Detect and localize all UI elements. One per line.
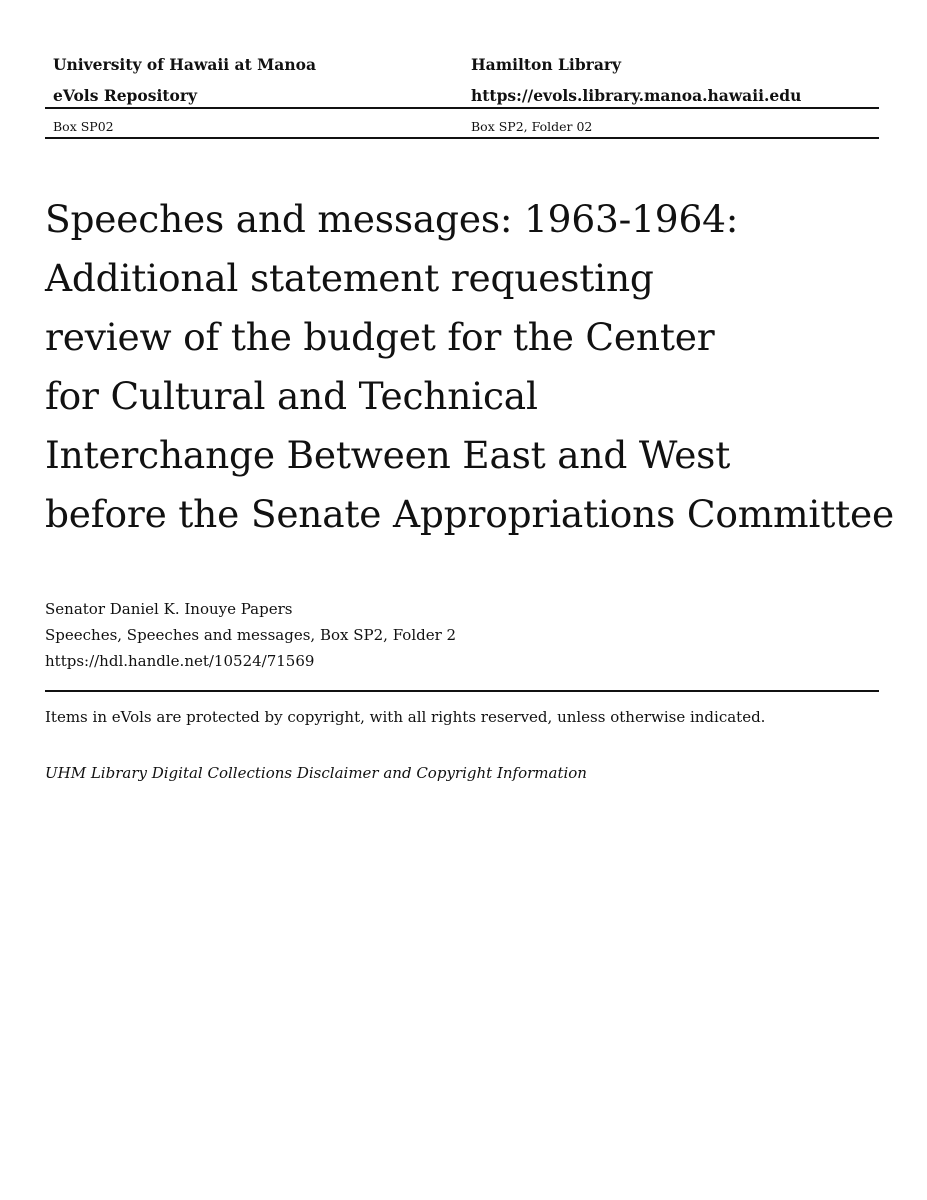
box-label: Box SP02 bbox=[53, 119, 114, 134]
repository-name: eVols Repository bbox=[53, 86, 198, 105]
handle-link[interactable]: https://hdl.handle.net/10524/71569 bbox=[45, 652, 315, 670]
document-title bbox=[45, 190, 915, 544]
library-name: Hamilton Library bbox=[471, 55, 622, 74]
header-divider-bottom bbox=[45, 137, 879, 139]
title-line: for Cultural and Technical bbox=[45, 374, 538, 418]
box-folder-label: Box SP2, Folder 02 bbox=[471, 119, 593, 134]
title-line: Additional statement requesting bbox=[45, 256, 654, 300]
copyright-notice: Items in eVols are protected by copyright, with all rights reserved, unless otherwise indicated. bbox=[45, 708, 766, 726]
repository-url-link[interactable]: https://evols.library.manoa.hawaii.edu bbox=[471, 86, 802, 105]
item-location: Speeches, Speeches and messages, Box SP2, Folder 2 bbox=[45, 626, 457, 644]
title-line: review of the budget for the Center bbox=[45, 315, 715, 359]
collection-name: Senator Daniel K. Inouye Papers bbox=[45, 600, 293, 618]
title-line: Interchange Between East and West bbox=[45, 433, 731, 477]
header-divider-top bbox=[45, 107, 879, 109]
footer-divider bbox=[45, 690, 879, 692]
title-line: before the Senate Appropriations Committee bbox=[45, 492, 894, 536]
title-line: Speeches and messages: 1963-1964: bbox=[45, 197, 739, 241]
institution-name: University of Hawaii at Manoa bbox=[53, 55, 316, 74]
disclaimer-link[interactable]: UHM Library Digital Collections Disclaimer and Copyright Information bbox=[45, 764, 587, 782]
